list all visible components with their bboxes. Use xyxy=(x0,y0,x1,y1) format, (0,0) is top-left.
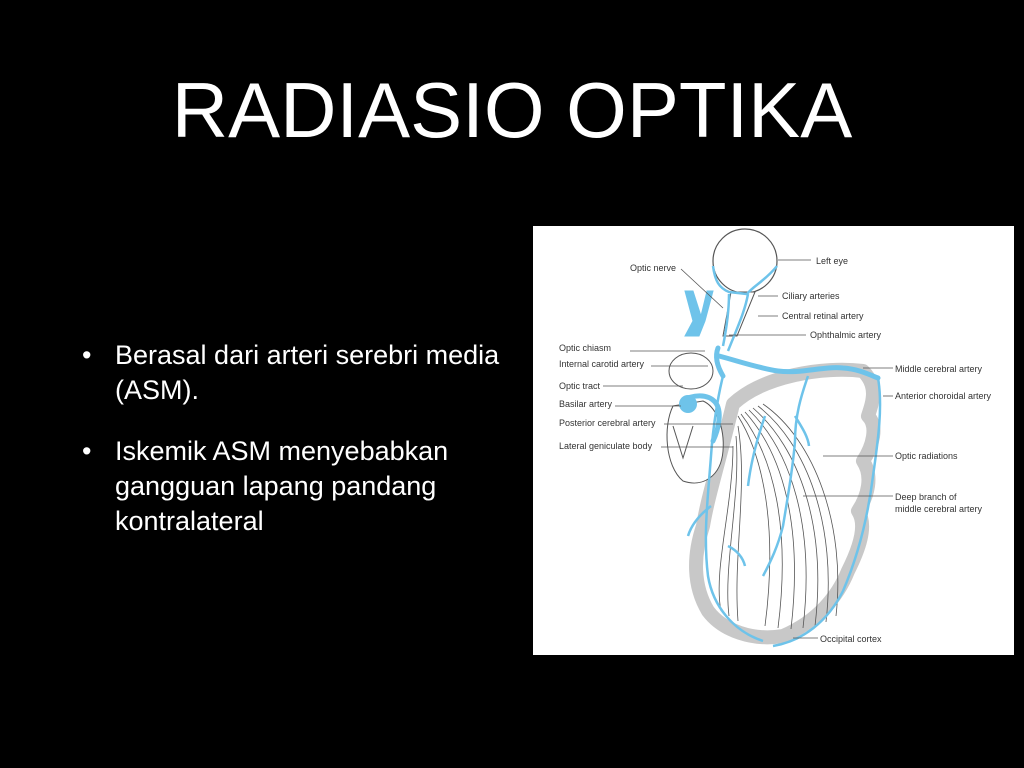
label-deep-branch-line1: Deep branch of xyxy=(895,492,957,502)
optic-radiation-fibers xyxy=(719,404,838,629)
label-anterior-choroidal: Anterior choroidal artery xyxy=(895,391,992,401)
label-basilar-artery: Basilar artery xyxy=(559,399,613,409)
bullet-text: Iskemik ASM menyebabkan gangguan lapang pandang kontralateral xyxy=(115,436,449,536)
bullet-item xyxy=(82,434,522,539)
label-middle-cerebral: Middle cerebral artery xyxy=(895,364,983,374)
left-eye xyxy=(713,229,777,293)
optic-chiasm-shape xyxy=(685,291,713,336)
label-central-retinal: Central retinal artery xyxy=(782,311,864,321)
label-optic-nerve: Optic nerve xyxy=(630,263,677,273)
label-posterior-cerebral: Posterior cerebral artery xyxy=(559,418,656,428)
label-occipital-cortex: Occipital cortex xyxy=(820,634,882,644)
bullet-item xyxy=(82,338,522,408)
bullet-text: Berasal dari arteri serebri media (ASM). xyxy=(115,340,500,405)
label-optic-radiations: Optic radiations xyxy=(895,451,958,461)
label-internal-carotid: Internal carotid artery xyxy=(559,359,645,369)
bullet-list xyxy=(82,338,522,565)
slide-title: RADIASIO OPTIKA xyxy=(171,66,853,154)
label-lateral-geniculate: Lateral geniculate body xyxy=(559,441,653,451)
label-optic-chiasm: Optic chiasm xyxy=(559,343,612,353)
cortex-band xyxy=(696,370,873,638)
label-ophthalmic: Ophthalmic artery xyxy=(810,330,882,340)
label-optic-tract: Optic tract xyxy=(559,381,601,391)
deep-branch-mca xyxy=(748,376,809,576)
basilar-artery-shape xyxy=(679,395,697,413)
bullet-marker: • xyxy=(82,340,92,370)
label-left-eye: Left eye xyxy=(816,256,849,266)
bullet-marker: • xyxy=(82,436,92,466)
label-ciliary-arteries: Ciliary arteries xyxy=(782,291,840,301)
optic-radiation-diagram xyxy=(533,226,1014,655)
diagram-svg xyxy=(533,226,1014,655)
label-deep-branch-line2: middle cerebral artery xyxy=(895,504,983,514)
